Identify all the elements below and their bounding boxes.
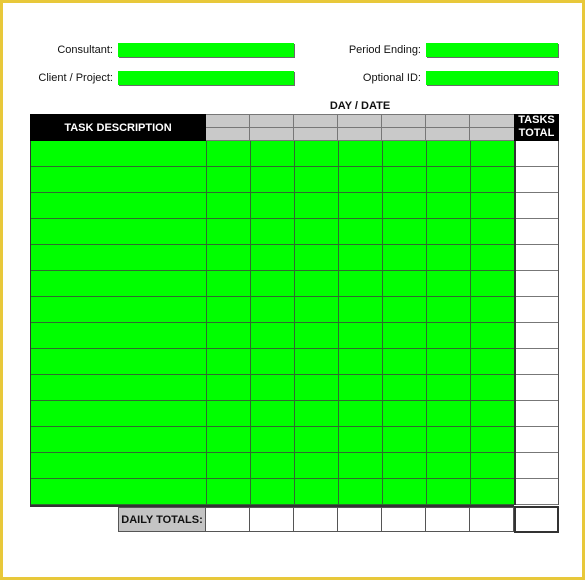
daily-total-cell[interactable] — [470, 508, 514, 531]
day-hours-cell[interactable] — [426, 297, 470, 323]
day-hours-cell[interactable] — [250, 453, 294, 479]
day-hours-cell[interactable] — [250, 297, 294, 323]
day-hours-cell[interactable] — [294, 271, 338, 297]
task-total-cell[interactable] — [516, 245, 558, 271]
day-date-header-grid — [206, 114, 514, 141]
day-hours-cell[interactable] — [470, 297, 514, 323]
day-hours-cell[interactable] — [338, 271, 382, 297]
day-hours-cell[interactable] — [250, 219, 294, 245]
day-hours-cell[interactable] — [470, 375, 514, 401]
date-header-cell[interactable] — [426, 128, 470, 141]
day-hours-cell[interactable] — [382, 349, 426, 375]
day-hours-cell[interactable] — [470, 453, 514, 479]
day-hours-cell[interactable] — [250, 245, 294, 271]
day-hours-cell[interactable] — [206, 453, 250, 479]
day-hours-cell[interactable] — [382, 193, 426, 219]
task-total-cell[interactable] — [516, 349, 558, 375]
day-hours-cell[interactable] — [426, 245, 470, 271]
day-hours-cell[interactable] — [250, 401, 294, 427]
daily-total-cell[interactable] — [426, 508, 470, 531]
task-description-cell[interactable] — [31, 141, 206, 167]
day-hours-cell[interactable] — [382, 375, 426, 401]
day-hours-cell[interactable] — [426, 323, 470, 349]
day-hours-cell[interactable] — [470, 323, 514, 349]
day-hours-cell[interactable] — [382, 219, 426, 245]
task-description-cell[interactable] — [31, 193, 206, 219]
day-hours-cell[interactable] — [206, 141, 250, 167]
day-hours-cell[interactable] — [382, 245, 426, 271]
optional-id-label: Optional ID: — [362, 72, 421, 84]
task-total-cell[interactable] — [516, 427, 558, 453]
day-header-cell[interactable] — [250, 115, 294, 128]
task-description-cell[interactable] — [31, 167, 206, 193]
date-header-cell[interactable] — [470, 128, 514, 141]
day-hours-cell[interactable] — [294, 297, 338, 323]
day-hours-cell[interactable] — [206, 479, 250, 505]
task-description-cell[interactable] — [31, 323, 206, 349]
task-total-cell[interactable] — [516, 479, 558, 505]
day-hours-cell[interactable] — [382, 271, 426, 297]
day-hours-cell[interactable] — [470, 167, 514, 193]
day-hours-cell[interactable] — [426, 401, 470, 427]
daily-total-cell[interactable] — [382, 508, 426, 531]
client-project-label: Client / Project: — [38, 72, 113, 84]
day-header-cell[interactable] — [206, 115, 250, 128]
daily-total-cell[interactable] — [206, 508, 250, 531]
day-hours-cell[interactable] — [338, 193, 382, 219]
task-total-cell[interactable] — [516, 219, 558, 245]
day-hours-cell[interactable] — [250, 349, 294, 375]
day-hours-cell[interactable] — [382, 141, 426, 167]
day-hours-cell[interactable] — [338, 323, 382, 349]
consultant-field[interactable] — [118, 43, 294, 57]
task-total-cell[interactable] — [516, 193, 558, 219]
day-hours-cell[interactable] — [294, 453, 338, 479]
task-total-cell[interactable] — [516, 375, 558, 401]
date-header-cell[interactable] — [206, 128, 250, 141]
day-hours-cell[interactable] — [338, 479, 382, 505]
day-hours-cell[interactable] — [382, 453, 426, 479]
day-hours-cell[interactable] — [206, 323, 250, 349]
task-description-cell[interactable] — [31, 271, 206, 297]
client-project-field[interactable] — [118, 71, 294, 85]
task-description-cell[interactable] — [31, 219, 206, 245]
day-hours-cell[interactable] — [470, 245, 514, 271]
task-description-cell[interactable] — [31, 297, 206, 323]
day-hours-cell[interactable] — [382, 479, 426, 505]
task-total-cell[interactable] — [516, 453, 558, 479]
day-hours-cell[interactable] — [206, 375, 250, 401]
day-hours-cell[interactable] — [206, 219, 250, 245]
daily-total-cell[interactable] — [250, 508, 294, 531]
day-hours-cell[interactable] — [250, 167, 294, 193]
day-header-cell[interactable] — [338, 115, 382, 128]
day-hours-cell[interactable] — [206, 167, 250, 193]
day-hours-cell[interactable] — [206, 193, 250, 219]
day-hours-cell[interactable] — [426, 427, 470, 453]
day-hours-cell[interactable] — [426, 479, 470, 505]
period-ending-label: Period Ending: — [348, 44, 421, 56]
day-hours-cell[interactable] — [470, 141, 514, 167]
optional-id-field[interactable] — [426, 71, 558, 85]
day-hours-cell[interactable] — [206, 349, 250, 375]
day-hours-cell[interactable] — [294, 141, 338, 167]
day-hours-cell[interactable] — [426, 141, 470, 167]
grand-total-cell[interactable] — [514, 506, 559, 533]
day-hours-cell[interactable] — [426, 167, 470, 193]
day-header-cell[interactable] — [382, 115, 426, 128]
task-description-cell[interactable] — [31, 349, 206, 375]
day-hours-cell[interactable] — [426, 219, 470, 245]
daily-total-cell[interactable] — [338, 508, 382, 531]
task-description-cell[interactable] — [31, 375, 206, 401]
task-total-cell[interactable] — [516, 141, 558, 167]
day-hours-cell[interactable] — [250, 271, 294, 297]
task-description-cell[interactable] — [31, 479, 206, 505]
consultant-label: Consultant: — [57, 44, 113, 56]
task-total-cell[interactable] — [516, 297, 558, 323]
tasks-total-column — [514, 141, 559, 505]
day-hours-cell[interactable] — [470, 401, 514, 427]
day-hours-cell[interactable] — [470, 271, 514, 297]
day-hours-cell[interactable] — [250, 479, 294, 505]
day-date-heading: DAY / DATE — [329, 100, 391, 112]
date-header-cell[interactable] — [250, 128, 294, 141]
task-description-cell[interactable] — [31, 401, 206, 427]
day-hours-cell[interactable] — [382, 297, 426, 323]
day-hours-cell[interactable] — [470, 219, 514, 245]
day-hours-cell[interactable] — [426, 375, 470, 401]
daily-totals-row — [206, 507, 514, 532]
day-hours-cell[interactable] — [470, 479, 514, 505]
day-hours-cell[interactable] — [470, 193, 514, 219]
day-hours-cell[interactable] — [338, 245, 382, 271]
task-description-cell[interactable] — [31, 453, 206, 479]
day-hours-cell[interactable] — [338, 141, 382, 167]
tasks-total-header-line1: TASKS — [518, 114, 555, 126]
day-hours-cell[interactable] — [338, 453, 382, 479]
day-hours-cell[interactable] — [206, 271, 250, 297]
day-hours-cell[interactable] — [294, 219, 338, 245]
period-ending-field[interactable] — [426, 43, 558, 57]
daily-totals-label-text: DAILY TOTALS: — [121, 513, 203, 526]
day-hours-cell[interactable] — [338, 401, 382, 427]
day-hours-cell[interactable] — [338, 297, 382, 323]
date-header-cell[interactable] — [382, 128, 426, 141]
day-hours-cell[interactable] — [294, 323, 338, 349]
day-hours-cell[interactable] — [250, 427, 294, 453]
day-header-cell[interactable] — [470, 115, 514, 128]
day-hours-cell[interactable] — [250, 193, 294, 219]
task-total-cell[interactable] — [516, 323, 558, 349]
day-hours-cell[interactable] — [338, 349, 382, 375]
task-total-cell[interactable] — [516, 167, 558, 193]
task-description-header-text: TASK DESCRIPTION — [64, 121, 172, 134]
day-hours-cell[interactable] — [294, 401, 338, 427]
day-hours-cell[interactable] — [250, 375, 294, 401]
day-hours-cell[interactable] — [382, 401, 426, 427]
day-hours-cell[interactable] — [338, 167, 382, 193]
daily-totals-label — [118, 507, 206, 532]
task-description-cell[interactable] — [31, 245, 206, 271]
day-hours-cell[interactable] — [338, 375, 382, 401]
day-hours-cell[interactable] — [206, 401, 250, 427]
day-hours-cell[interactable] — [294, 479, 338, 505]
day-header-cell[interactable] — [294, 115, 338, 128]
day-hours-cell[interactable] — [338, 427, 382, 453]
day-hours-cell[interactable] — [294, 375, 338, 401]
day-hours-cell[interactable] — [294, 167, 338, 193]
day-hours-cell[interactable] — [426, 193, 470, 219]
day-header-cell[interactable] — [426, 115, 470, 128]
day-hours-cell[interactable] — [426, 453, 470, 479]
daily-total-cell[interactable] — [294, 508, 338, 531]
task-total-cell[interactable] — [516, 401, 558, 427]
date-header-cell[interactable] — [294, 128, 338, 141]
day-hours-cell[interactable] — [382, 323, 426, 349]
task-description-header — [30, 114, 206, 141]
day-hours-cell[interactable] — [294, 427, 338, 453]
tasks-total-header-line2: TOTAL — [518, 127, 555, 139]
task-description-cell[interactable] — [31, 427, 206, 453]
day-hours-cell[interactable] — [382, 167, 426, 193]
day-hours-cell[interactable] — [294, 193, 338, 219]
day-hours-cell[interactable] — [338, 219, 382, 245]
day-hours-cell[interactable] — [426, 349, 470, 375]
task-description-column — [30, 141, 206, 505]
day-hours-cell[interactable] — [470, 349, 514, 375]
day-hours-cell[interactable] — [206, 427, 250, 453]
day-hours-cell[interactable] — [250, 141, 294, 167]
day-hours-cell[interactable] — [294, 349, 338, 375]
task-total-cell[interactable] — [516, 271, 558, 297]
day-hours-cell[interactable] — [206, 245, 250, 271]
day-hours-cell[interactable] — [426, 271, 470, 297]
day-hours-cell[interactable] — [382, 427, 426, 453]
tasks-total-header — [514, 114, 559, 141]
day-hours-cell[interactable] — [294, 245, 338, 271]
day-hours-cell[interactable] — [206, 297, 250, 323]
day-hours-cell[interactable] — [250, 323, 294, 349]
date-header-cell[interactable] — [338, 128, 382, 141]
day-hours-cell[interactable] — [470, 427, 514, 453]
day-hours-grid — [206, 141, 514, 505]
